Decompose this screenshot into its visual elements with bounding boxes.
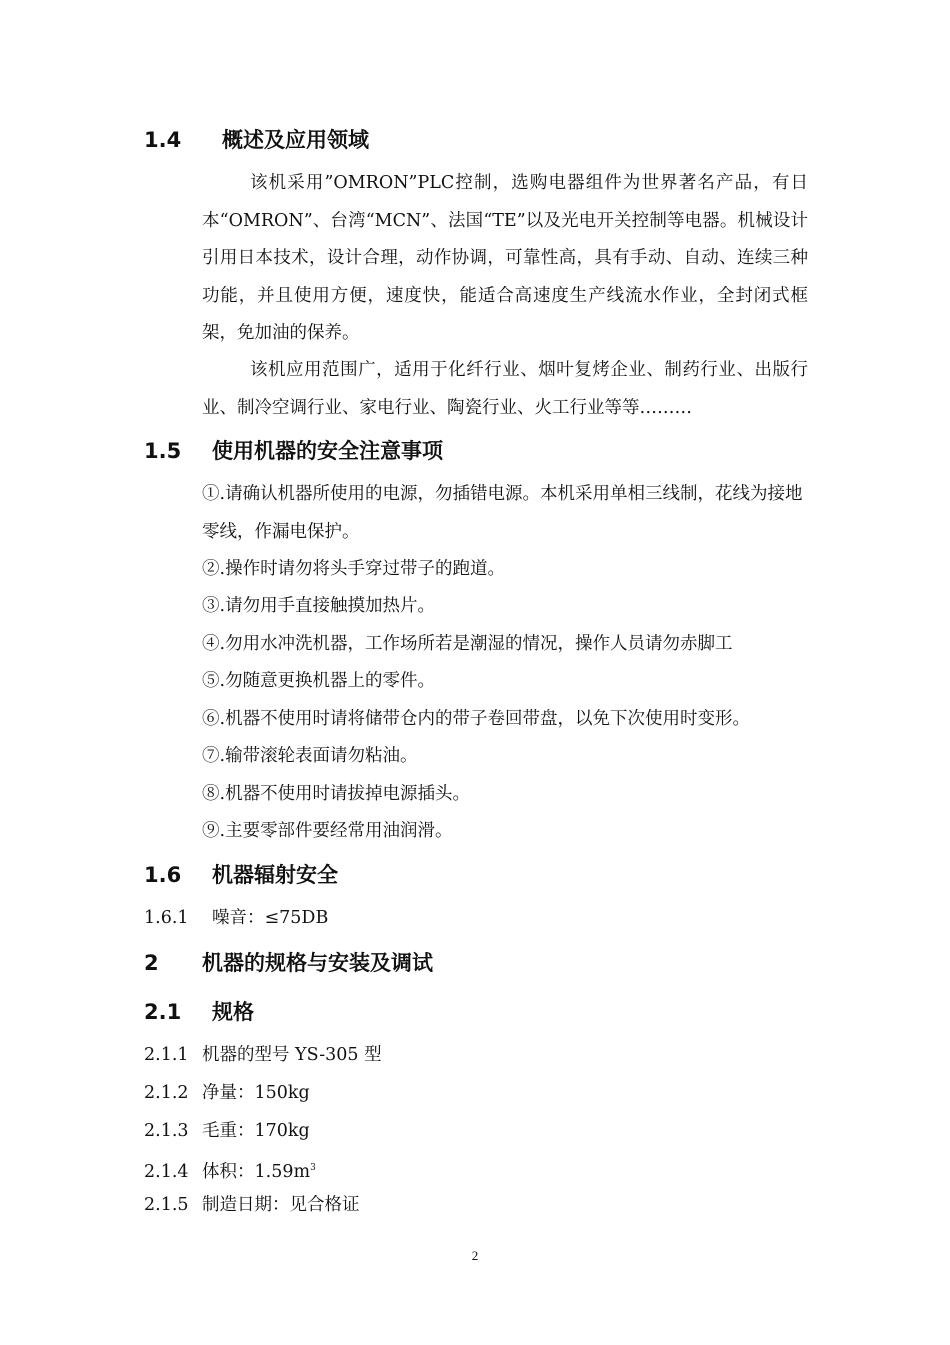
- safety-item-3: ③.请勿用手直接触摸加热片。: [202, 596, 436, 616]
- spec-text: 毛重：170kg: [202, 1121, 310, 1141]
- section-title: 概述及应用领域: [222, 128, 369, 152]
- safety-item-5: ⑤.勿随意更换机器上的零件。: [202, 671, 436, 691]
- section-number: 1.6: [144, 863, 182, 887]
- intro-paragraph-1: 该机采用”OMRON”PLC控制，选购电器组件为世界著名产品，有日本“OMRON”、台湾“MCN”、法国“TE”以及光电开关控制等电器。机械设计引用日本技术，设计合理，动作协调，可靠性高，具有手动、自动、连续三种功能，并且使用方便，速度快，能适合高速度生产线流水作业，全封闭式框架，免加油的保养。: [202, 173, 808, 343]
- spec-text: 噪音：≤75DB: [212, 908, 329, 928]
- section-heading-1-6: [144, 862, 338, 888]
- section-number: 1.5: [144, 439, 182, 463]
- section-heading-1-4: [144, 127, 369, 153]
- spec-item-manufacture-date: [144, 1192, 360, 1218]
- spec-number: 2.1.4: [144, 1162, 189, 1182]
- spec-number: 2.1.1: [144, 1045, 189, 1065]
- spec-item-volume: [144, 1155, 316, 1185]
- superscript: 3: [310, 1163, 316, 1173]
- spec-text: 制造日期：见合格证: [202, 1195, 360, 1215]
- spec-item-model: [144, 1042, 382, 1068]
- section-heading-2-1: [144, 999, 254, 1025]
- spec-text: 机器的型号 YS-305 型: [202, 1045, 382, 1065]
- spec-text: 净量：150kg: [202, 1083, 310, 1103]
- chapter-heading-2: [144, 950, 433, 976]
- spec-number: 2.1.3: [144, 1121, 189, 1141]
- section-title: 规格: [212, 1000, 254, 1024]
- section-number: 2: [144, 951, 159, 975]
- safety-item-2: ②.操作时请勿将头手穿过带子的跑道。: [202, 559, 506, 579]
- safety-item-8: ⑧.机器不使用时请拔掉电源插头。: [202, 784, 471, 804]
- intro-paragraph-2: 该机应用范围广，适用于化纤行业、烟叶复烤企业、制药行业、出版行业、制冷空调行业、家电行业、陶瓷行业、火工行业等等………: [202, 360, 808, 418]
- spec-item-gross-weight: [144, 1118, 310, 1144]
- safety-item-1: ①.请确认机器所使用的电源，勿插错电源。本机采用单相三线制，花线为接地零线，作漏电保护。: [202, 484, 803, 542]
- section-title: 机器辐射安全: [212, 863, 338, 887]
- spec-number: 1.6.1: [144, 908, 189, 928]
- spec-item-net-weight: [144, 1080, 310, 1106]
- section-heading-1-5: [144, 438, 443, 464]
- safety-item-4: ④.勿用水冲洗机器，工作场所若是潮湿的情况，操作人员请勿赤脚工: [202, 634, 733, 654]
- noise-spec: [144, 905, 328, 931]
- spec-number: 2.1.2: [144, 1083, 189, 1103]
- section-title: 使用机器的安全注意事项: [212, 439, 443, 463]
- section-number: 1.4: [144, 128, 182, 152]
- section-number: 2.1: [144, 1000, 182, 1024]
- safety-item-9: ⑨.主要零部件要经常用油润滑。: [202, 821, 453, 841]
- page-number: 2: [471, 1248, 479, 1263]
- safety-item-6: ⑥.机器不使用时请将储带仓内的带子卷回带盘，以免下次使用时变形。: [202, 709, 751, 729]
- spec-number: 2.1.5: [144, 1195, 189, 1215]
- section-title: 机器的规格与安装及调试: [202, 951, 433, 975]
- safety-item-7: ⑦.输带滚轮表面请勿粘油。: [202, 746, 418, 766]
- spec-text: 体积：1.59m: [202, 1162, 311, 1182]
